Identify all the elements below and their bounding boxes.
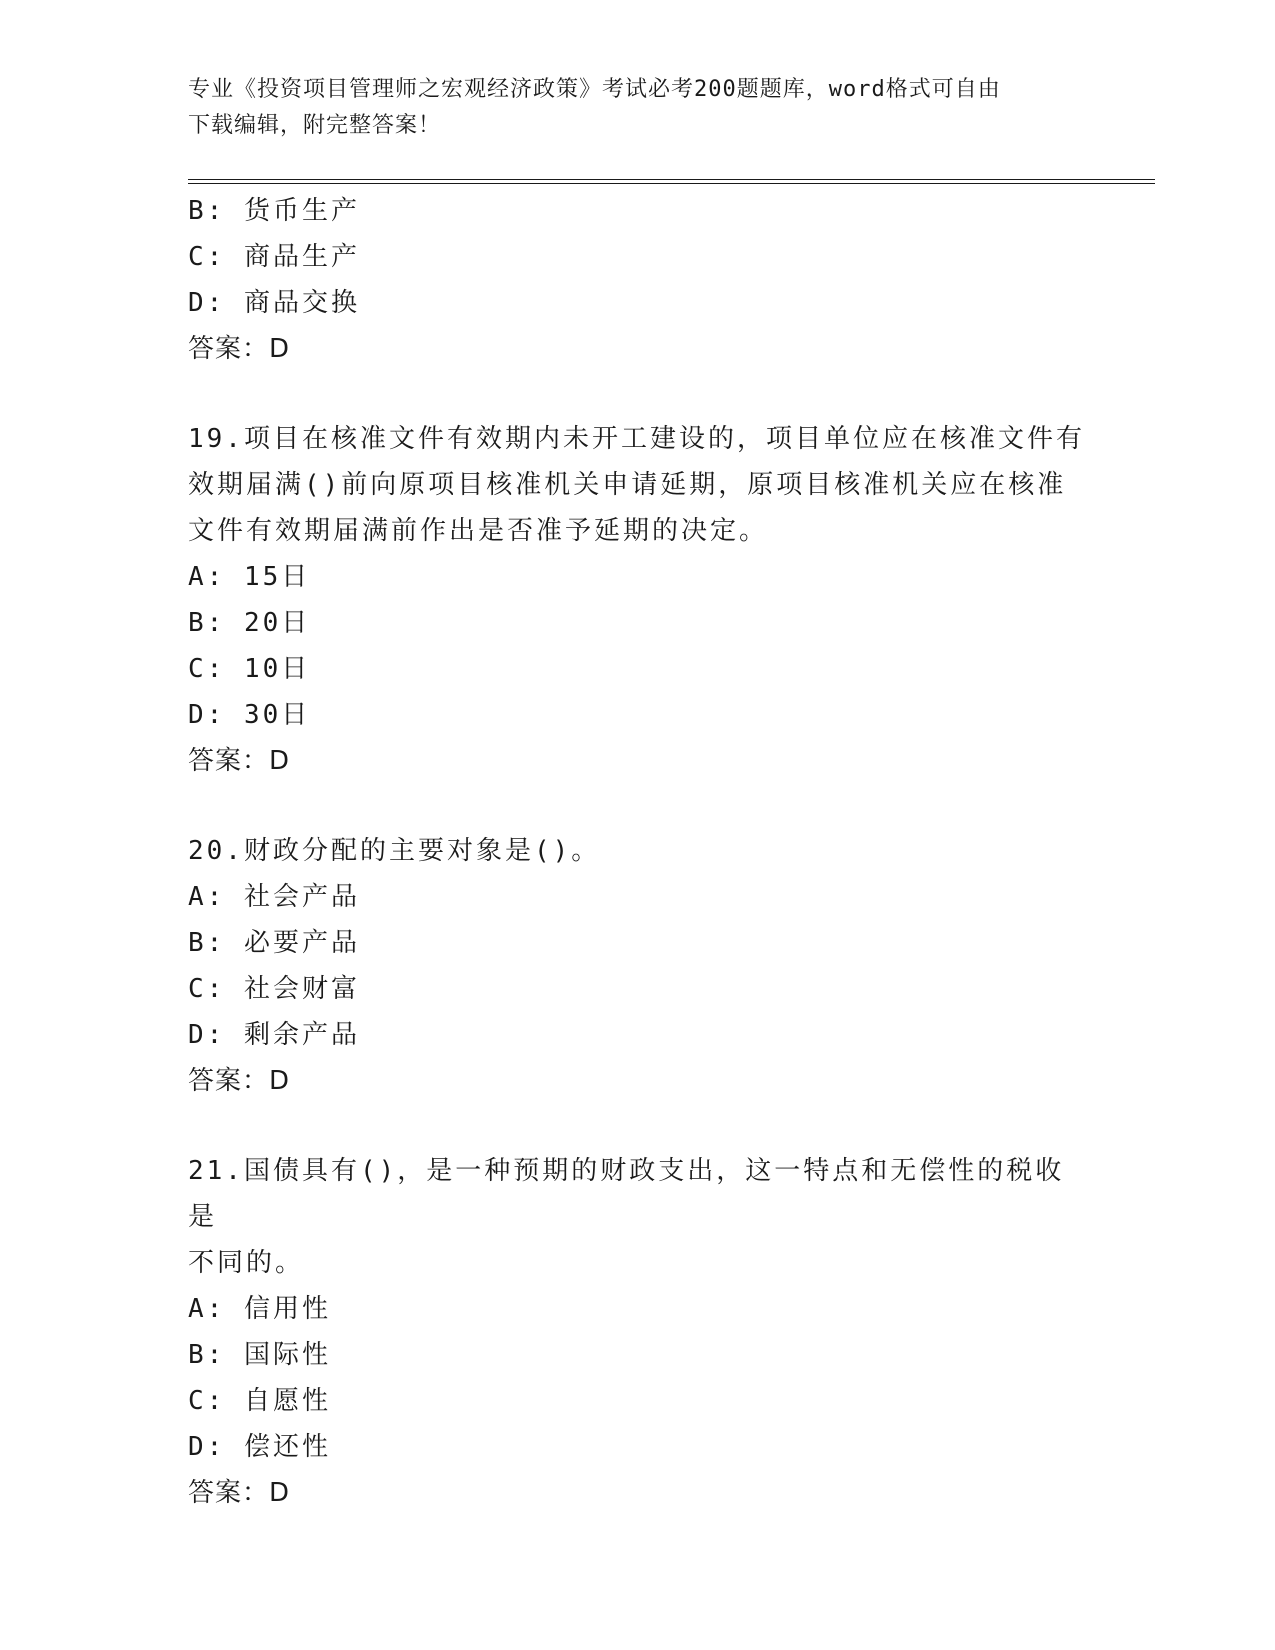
option-b: B: 20日 bbox=[188, 608, 311, 638]
option-b: B: 货币生产 bbox=[188, 196, 360, 226]
partial-question bbox=[188, 188, 1088, 372]
question-20 bbox=[188, 828, 1088, 1104]
question-list bbox=[188, 188, 1088, 1516]
option-d: D: 30日 bbox=[188, 700, 311, 730]
option-a: A: 社会产品 bbox=[188, 882, 360, 912]
option-c: C: 社会财富 bbox=[188, 974, 360, 1004]
question-stem-line: 21.国债具有()，是一种预期的财政支出，这一特点和无偿性的税收是 bbox=[188, 1156, 1065, 1232]
answer-line: 答案：D bbox=[188, 746, 291, 776]
option-a: A: 信用性 bbox=[188, 1294, 331, 1324]
option-a: A: 15日 bbox=[188, 562, 311, 592]
question-stem-line: 效期届满()前向原项目核准机关申请延期，原项目核准机关应在核准 bbox=[188, 470, 1067, 500]
question-21 bbox=[188, 1148, 1088, 1516]
question-stem-line: 文件有效期届满前作出是否准予延期的决定。 bbox=[188, 516, 769, 546]
document-header bbox=[188, 72, 1088, 144]
question-stem-line: 20.财政分配的主要对象是()。 bbox=[188, 836, 601, 866]
header-line-1: 专业《投资项目管理师之宏观经济政策》考试必考200题题库，word格式可自由 bbox=[188, 77, 1001, 102]
question-19 bbox=[188, 416, 1088, 784]
header-divider-top bbox=[188, 179, 1155, 180]
option-c: C: 商品生产 bbox=[188, 242, 360, 272]
header-line-2: 下载编辑，附完整答案！ bbox=[188, 113, 442, 138]
question-stem-line: 不同的。 bbox=[188, 1248, 305, 1278]
option-c: C: 自愿性 bbox=[188, 1386, 331, 1416]
option-d: D: 商品交换 bbox=[188, 288, 360, 318]
question-stem-line: 19.项目在核准文件有效期内未开工建设的，项目单位应在核准文件有 bbox=[188, 424, 1085, 454]
answer-line: 答案：D bbox=[188, 1066, 291, 1096]
option-b: B: 国际性 bbox=[188, 1340, 331, 1370]
option-d: D: 偿还性 bbox=[188, 1432, 331, 1462]
option-d: D: 剩余产品 bbox=[188, 1020, 360, 1050]
option-c: C: 10日 bbox=[188, 654, 311, 684]
header-divider-bottom bbox=[188, 183, 1155, 184]
answer-line: 答案：D bbox=[188, 1478, 291, 1508]
option-b: B: 必要产品 bbox=[188, 928, 360, 958]
answer-line: 答案：D bbox=[188, 334, 291, 364]
